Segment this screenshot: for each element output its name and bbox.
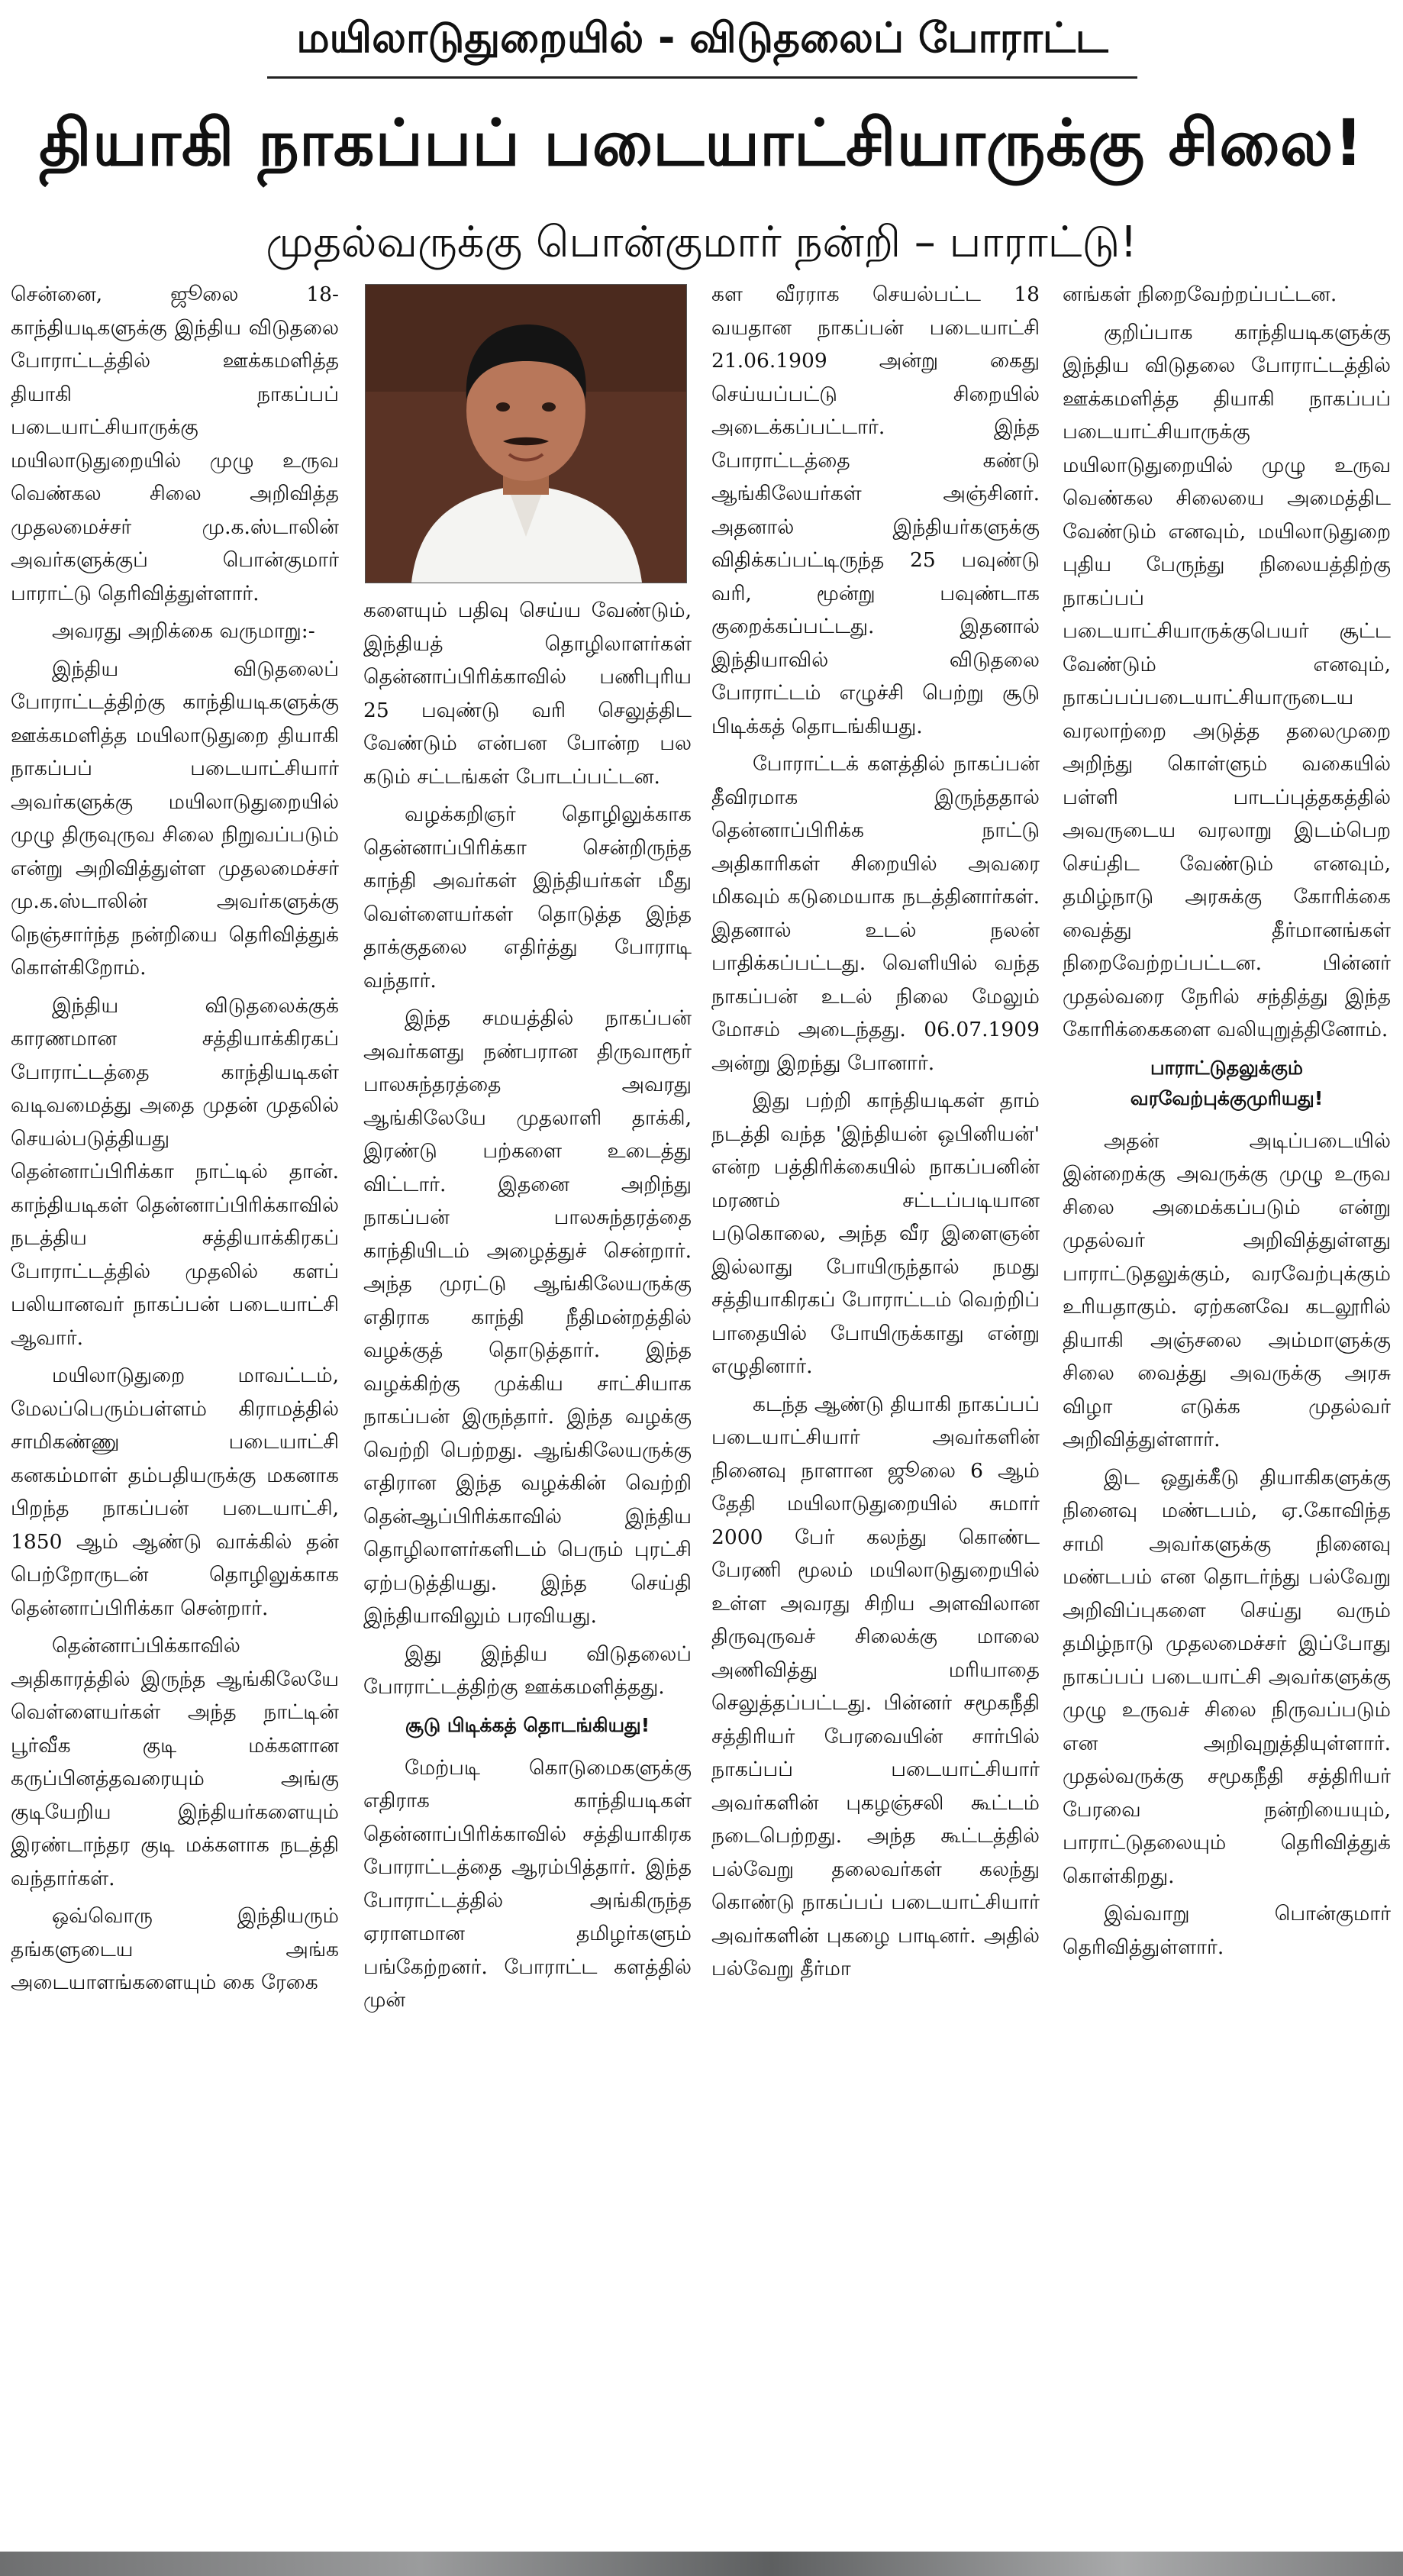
subheadline: முதல்வருக்கு பொன்குமார் நன்றி – பாராட்டு! bbox=[266, 218, 1137, 267]
section-subheading: பாராட்டுதலுக்கும் வரவேற்புக்குமுரியது! bbox=[1130, 1056, 1324, 1109]
paragraph: போராட்டக் களத்தில் நாகப்பன் தீவிரமாக இருந்ததால் தென்னாப்பிரிக்க நாட்டு அதிகாரிகள் சிறையில் அவரை மிகவும் கடுமையாக நடத்தினார்கள். இதனால் உடல் நலன் பாதிக்கப்பட்டது. வெளியில் வந்த நாகப்பன் உடல் நிலை மேலும் மோசம் அடைந்தது. 06.07.1909 அன்று இறந்து போனார். bbox=[711, 752, 1040, 1075]
paragraph: களையும் பதிவு செய்ய வேண்டும், இந்தியத் தொழிலாளர்கள் தென்னாப்பிரிக்காவில் பணிபுரிய 25 பவுண்டு வரி செலுத்திட வேண்டும் என்பன போன்ற பல கடும் சட்டங்கள் போடப்பட்டன. bbox=[363, 599, 692, 789]
section-subheading: சூடு பிடிக்கத் தொடங்கியது! bbox=[405, 1713, 650, 1736]
paragraph: இந்த சமயத்தில் நாகப்பன் அவர்களது நண்பரான திருவாரூர் பாலசுந்தரத்தை அவரது ஆங்கிலேயே முதலாளி தாக்கி, இரண்டு பற்களை உடைத்து விட்டார். இதனை அறிந்து நாகப்பன் பாலசுந்தரத்தை காந்தியிடம் அழைத்துச் சென்றார். அந்த முரட்டு ஆங்கிலேயருக்கு எதிராக காந்தி நீதிமன்றத்தில் வழக்குத் தொடுத்தார். இந்த வழக்கிற்கு முக்கிய சாட்சியாக நாகப்பன் இருந்தார். இந்த வழக்கு வெற்றி பெற்றது. ஆங்கிலேயருக்கு எதிரான இந்த வழக்கின் வெற்றி தென்ஆப்பிரிக்காவில் இந்திய தொழிலாளர்களிடம் பெரும் புரட்சி ஏற்படுத்தியது. இந்த செய்தி இந்தியாவிலும் பரவியது. bbox=[363, 1006, 692, 1628]
kicker-line: மயிலாடுதுறையில் - விடுதலைப் போராட்ட bbox=[267, 6, 1137, 79]
column-1 bbox=[11, 278, 339, 2526]
paragraph: இந்திய விடுதலைப் போராட்டத்திற்கு காந்தியடிகளுக்கு ஊக்கமளித்த மயிலாடுதுறை தியாகி நாகப்பப் படையாட்சியார் அவர்களுக்கு மயிலாடுதுறையில் முழு திருவுருவ சிலை நிறுவப்படும் என்று அறிவித்துள்ள முதலமைச்சர் மு.க.ஸ்டாலின் அவர்களுக்கு நெஞ்சார்ந்த நன்றியை தெரிவித்துக் கொள்கிறோம். bbox=[11, 657, 339, 980]
paragraph: ஒவ்வொரு இந்தியரும் தங்களுடைய அங்க அடையாளங்களையும் கை ரேகை bbox=[11, 1904, 339, 1994]
paragraph: இவ்வாறு பொன்குமார் தெரிவித்துள்ளார். bbox=[1063, 1902, 1391, 1959]
bottom-photo-strip bbox=[0, 2552, 1403, 2576]
paragraph: சென்னை, ஜூலை 18- காந்தியடிகளுக்கு இந்திய விடுதலை போராட்டத்தில் ஊக்கமளித்த தியாகி நாகப்பப் படையாட்சியாருக்கு மயிலாடுதுறையில் முழு உருவ வெண்கல சிலை அறிவித்த முதலமைச்சர் மு.க.ஸ்டாலின் அவர்களுக்குப் பொன்குமார் பாராட்டு தெரிவித்துள்ளார். bbox=[11, 282, 339, 605]
paragraph: குறிப்பாக காந்தியடிகளுக்கு இந்திய விடுதலை போராட்டத்தில் ஊக்கமளித்த தியாகி நாகப்பப் படையாட்சியாருக்கு மயிலாடுதுறையில் முழு உருவ வெண்கல சிலையை அமைத்திட வேண்டும் எனவும், மயிலாடுதுறை புதிய பேருந்து நிலையத்திற்கு நாகப்பப் படையாட்சியாருக்குபெயர் சூட்ட வேண்டும் எனவும், நாகப்பப்படையாட்சியாருடைய வரலாற்றை அடுத்த தலைமுறை அறிந்து கொள்ளும் வகையில் பள்ளி பாடப்புத்தகத்தில் அவருடைய வரலாறு இடம்பெற செய்திட வேண்டும் எனவும், தமிழ்நாடு அரசுக்கு கோரிக்கை வைத்து தீர்மானங்கள் நிறைவேற்றப்பட்டன. பின்னர் முதல்வரை நேரில் சந்தித்து இந்த கோரிக்கைகளை வலியுறுத்தினோம். bbox=[1063, 320, 1391, 1041]
paragraph: னங்கள் நிறைவேற்றப்பட்டன. bbox=[1063, 282, 1337, 306]
paragraph: தென்னாப்பிக்காவில் அதிகாரத்தில் இருந்த ஆங்கிலேயே வெள்ளையர்கள் அந்த நாட்டின் பூர்வீக குடி மக்களான கருப்பினத்தவரையும் அங்கு குடியேறிய இந்தியர்களையும் இரண்டாந்தர குடி மக்களாக நடத்தி வந்தார்கள். bbox=[11, 1634, 339, 1890]
paragraph: அவரது அறிக்கை வருமாறு:- bbox=[52, 619, 315, 643]
paragraph: இது இந்திய விடுதலைப் போராட்டத்திற்கு ஊக்கமளித்தது. bbox=[363, 1641, 692, 1699]
paragraph: இந்திய விடுதலைக்குக் காரணமான சத்தியாக்கிரகப் போராட்டத்தை காந்தியடிகள் வடிவமைத்து அதை முதன் முதலில் செயல்படுத்தியது தென்னாப்பிரிக்கா நாட்டில் தான். காந்தியடிகள் தென்னாப்பிரிக்காவில் நடத்திய சத்தியாக்கிரகப் போராட்டத்தில் முதலில் களப் பலியானவர் நாகப்பன் படையாட்சி ஆவார். bbox=[11, 993, 339, 1350]
paragraph: கள வீரராக செயல்பட்ட 18 வயதான நாகப்பன் படையாட்சி 21.06.1909 அன்று கைது செய்யப்பட்டு சிறையில் அடைக்கப்பட்டார். இந்த போராட்டத்தை கண்டு ஆங்கிலேயர்கள் அஞ்சினர். அதனால் இந்தியர்களுக்கு விதிக்கப்பட்டிருந்த 25 பவுண்டு வரி, மூன்று பவுண்டாக குறைக்கப்பட்டது. இதனால் இந்தியாவில் விடுதலை போராட்டம் எழுச்சி பெற்று சூடு பிடிக்கத் தொடங்கியது. bbox=[711, 282, 1040, 738]
paragraph: மயிலாடுதுறை மாவட்டம், மேலப்பெரும்பள்ளம் கிராமத்தில் சாமிகண்ணு படையாட்சி கனகம்மாள் தம்பதியருக்கு மகனாக பிறந்த நாகப்பன் படையாட்சி, 1850 ஆம் ஆண்டு வாக்கில் தன் பெற்றோருடன் தொழிலுக்காக தென்னாப்பிரிக்கா சென்றார். bbox=[11, 1364, 339, 1620]
column-3 bbox=[711, 278, 1040, 2526]
paragraph: மேற்படி கொடுமைகளுக்கு எதிராக காந்தியடிகள் தென்னாப்பிரிக்காவில் சத்தியாகிரக போராட்டத்தை ஆரம்பித்தார். இந்த போராட்டத்தில் அங்கிருந்த ஏராளமான தமிழர்களும் பங்கேற்றனர். போராட்ட களத்தில் முன் bbox=[363, 1755, 692, 2012]
paragraph: வழக்கறிஞர் தொழிலுக்காக தென்னாப்பிரிக்கா சென்றிருந்த காந்தி அவர்கள் இந்தியர்கள் மீது வெள்ளையர்கள் தொடுத்த இந்த தாக்குதலை எதிர்த்து போராடி வந்தார். bbox=[363, 802, 692, 993]
paragraph: அதன் அடிப்படையில் இன்றைக்கு அவருக்கு முழு உருவ சிலை அமைக்கப்படும் என்று முதல்வர் அறிவித்துள்ளது பாராட்டுதலுக்கும், வரவேற்புக்கும் உரியதாகும். ஏற்கனவே கடலூரில் தியாகி அஞ்சலை அம்மாளுக்கு சிலை வைத்து அவருக்கு அரசு விழா எடுக்க முதல்வர் அறிவித்துள்ளார். bbox=[1063, 1128, 1391, 1451]
headline: தியாகி நாகப்பப் படையாட்சியாருக்கு சிலை! bbox=[39, 105, 1364, 180]
column-2 bbox=[363, 278, 692, 2526]
column-4 bbox=[1063, 278, 1391, 2526]
paragraph: இது பற்றி காந்தியடிகள் தாம் நடத்தி வந்த 'இந்தியன் ஒபினியன்' என்ற பத்திரிக்கையில் நாகப்பனின் மரணம் சட்டப்படியான படுகொலை, அந்த வீர இளைஞன் இல்லாது போயிருந்தால் நமது சத்தியாகிரகப் போராட்டம் வெற்றிப் பாதையில் போயிருக்காது என்று எழுதினார். bbox=[711, 1089, 1040, 1378]
portrait-photo bbox=[365, 284, 687, 583]
paragraph: இட ஒதுக்கீடு தியாகிகளுக்கு நினைவு மண்டபம், ஏ.கோவிந்த சாமி அவர்களுக்கு நினைவு மண்டபம் என தொடர்ந்து பல்வேறு அறிவிப்புகளை செய்து வரும் தமிழ்நாடு முதலமைச்சர் இப்போது நாகப்பப் படையாட்சி அவர்களுக்கு முழு உருவச் சிலை நிருவப்படும் என அறிவுறுத்தியுள்ளார். முதல்வருக்கு சமூகநீதி சத்திரியர் பேரவை நன்றியையும், பாராட்டுதலையும் தெரிவித்துக் கொள்கிறது. bbox=[1063, 1465, 1391, 1888]
portrait-illustration bbox=[366, 285, 686, 583]
paragraph: கடந்த ஆண்டு தியாகி நாகப்பப் படையாட்சியார் அவர்களின் நினைவு நாளான ஜூலை 6 ஆம் தேதி மயிலாடுதுறையில் சுமார் 2000 பேர் கலந்து கொண்ட பேரணி மூலம் மயிலாடுதுறையில் உள்ள அவரது சிறிய அளவிலான திருவுருவச் சிலைக்கு மாலை அணிவித்து மரியாதை செலுத்தப்பட்டது. பின்னர் சமூகநீதி சத்திரியர் பேரவையின் சார்பில் நாகப்பப் படையாட்சியார் அவர்களின் புகழஞ்சலி கூட்டம் நடைபெற்றது. அந்த கூட்டத்தில் பல்வேறு தலைவர்கள் கலந்து கொண்டு நாகப்பப் படையாட்சியார் அவர்களின் புகழை பாடினர். அதில் பல்வேறு தீர்மா bbox=[711, 1392, 1040, 1980]
